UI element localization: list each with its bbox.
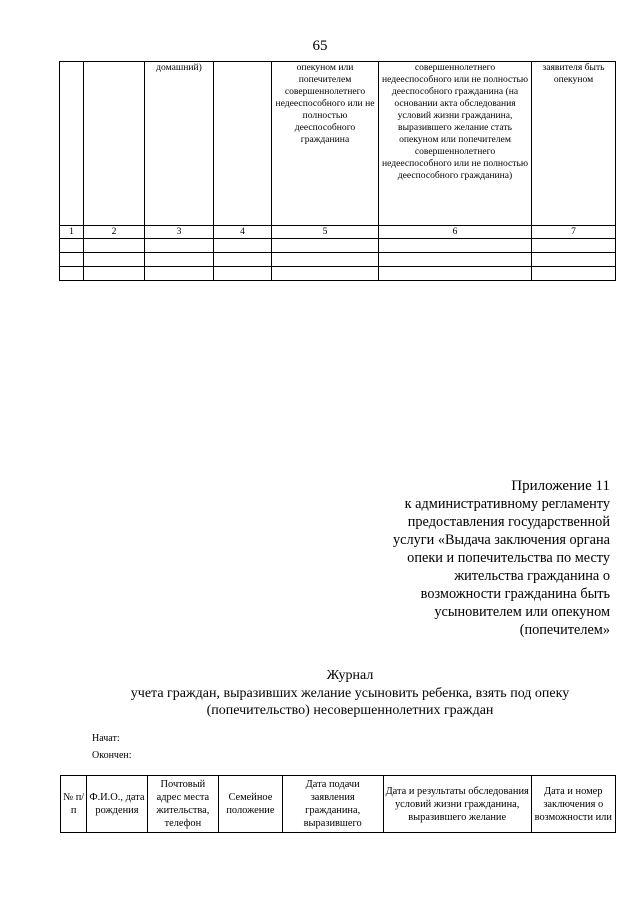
column-number: 5 bbox=[272, 226, 379, 239]
header-cell: № п/п bbox=[61, 776, 87, 833]
table-row bbox=[60, 267, 616, 281]
appendix-line: (попечителем» bbox=[519, 622, 610, 638]
header-cell: заявителя быть опекуном bbox=[532, 62, 616, 226]
table-row bbox=[60, 253, 616, 267]
appendix-line: усыновителем или опекуном bbox=[434, 604, 610, 620]
journal-title: Журнал bbox=[326, 668, 374, 683]
table-header-row bbox=[60, 62, 616, 226]
appendix-line: возможности гражданина быть bbox=[420, 586, 610, 602]
journal-heading bbox=[0, 667, 640, 720]
header-cell: Дата и номер заключения о возможности или bbox=[531, 776, 615, 833]
table-header-row bbox=[61, 776, 616, 833]
table-row bbox=[60, 239, 616, 253]
page-number: 65 bbox=[312, 38, 328, 54]
appendix-line: опеки и попечительства по месту bbox=[407, 550, 610, 566]
column-number: 4 bbox=[214, 226, 272, 239]
appendix-line: услуги «Выдача заключения органа bbox=[392, 532, 610, 548]
header-cell bbox=[214, 62, 272, 226]
column-number: 1 bbox=[60, 226, 84, 239]
header-cell: Семейное положение bbox=[219, 776, 282, 833]
appendix-line: к административному регламенту bbox=[404, 496, 610, 512]
journal-subtitle-line: учета граждан, выразивших желание усыновить ребенка, взять под опеку bbox=[130, 685, 570, 701]
header-cell: Дата подачи заявления гражданина, выразившего bbox=[282, 776, 383, 833]
column-number: 2 bbox=[84, 226, 145, 239]
header-cell: домашний) bbox=[145, 62, 214, 226]
journal-subtitle-line: (попечительство) несовершеннолетних граждан bbox=[206, 703, 494, 718]
column-number: 6 bbox=[379, 226, 532, 239]
column-number: 3 bbox=[145, 226, 214, 239]
appendix-line: предоставления государственной bbox=[407, 514, 610, 530]
started-label: Начат: bbox=[92, 733, 120, 744]
header-cell: опекуном или попечителем совершеннолетнего недееспособного или не полностью дееспособного гражданина bbox=[272, 62, 379, 226]
header-cell: Почтовый адрес места жительства, телефон bbox=[147, 776, 219, 833]
header-cell bbox=[84, 62, 145, 226]
column-number: 7 bbox=[532, 226, 616, 239]
header-cell: Ф.И.О., дата рождения bbox=[87, 776, 147, 833]
appendix-title: Приложение 11 bbox=[511, 478, 610, 494]
journal-table bbox=[60, 775, 616, 833]
top-table bbox=[59, 61, 616, 281]
column-number-row bbox=[60, 226, 616, 239]
header-cell bbox=[60, 62, 84, 226]
appendix-block bbox=[300, 477, 610, 639]
header-cell: совершеннолетнего недееспособного или не полностью дееспособного гражданина (на основании акта обследования условий жизни гражданина, выразившего желание стать опекуном или попечителем совершеннолетнего недееспособного или не полностью дееспособного гражданина) bbox=[379, 62, 532, 226]
finished-label: Окончен: bbox=[92, 750, 132, 761]
appendix-line: жительства гражданина о bbox=[454, 568, 610, 584]
header-cell: Дата и результаты обследования условий жизни гражданина, выразившего желание bbox=[383, 776, 531, 833]
